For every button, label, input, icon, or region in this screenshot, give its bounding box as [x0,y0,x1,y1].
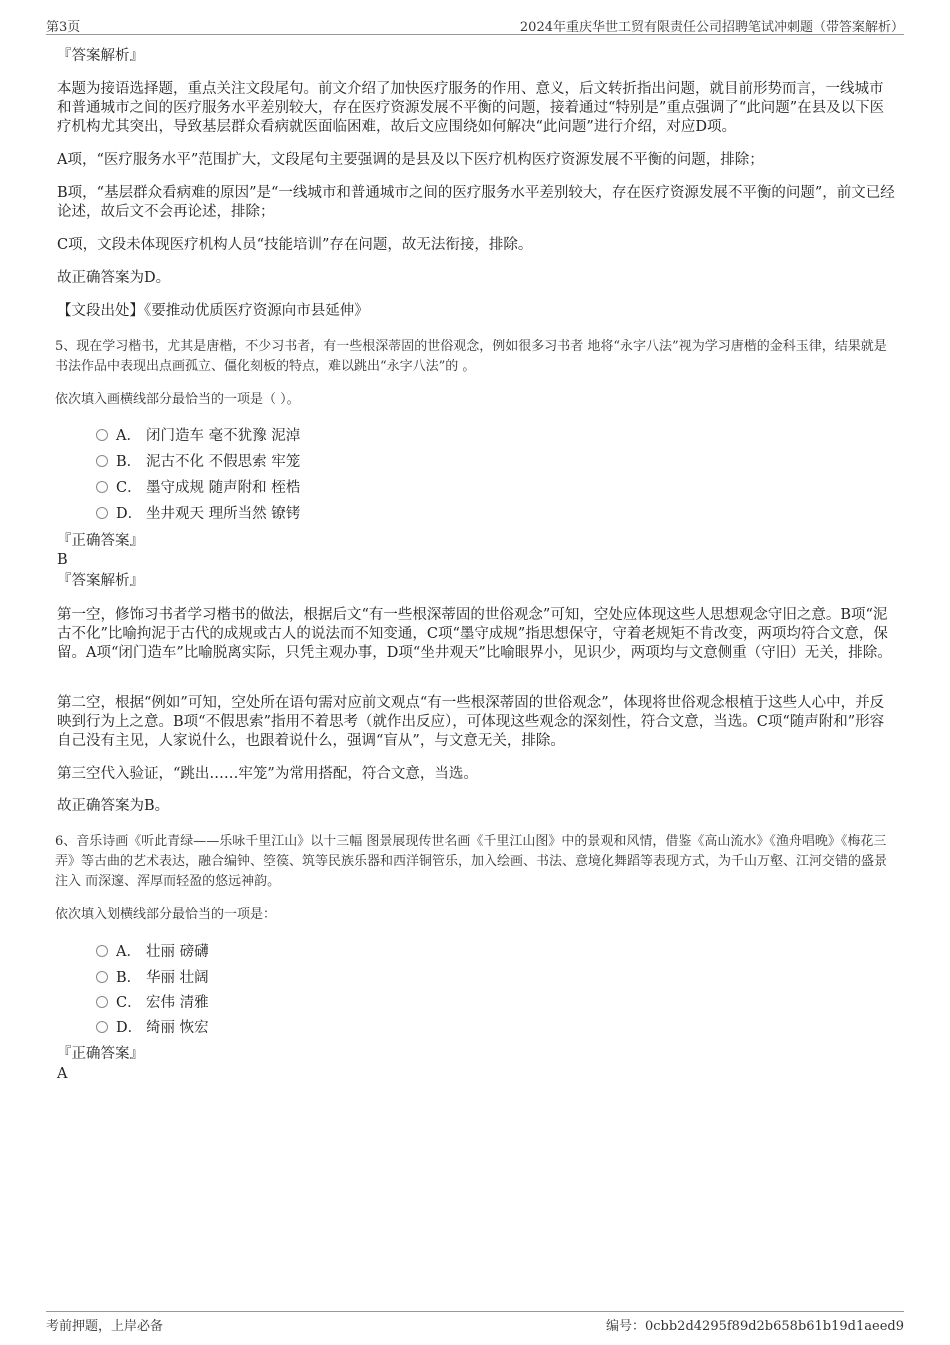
footer-slogan: 考前押题，上岸必备 [46,1319,164,1334]
radio-button[interactable] [96,1021,108,1033]
q5-option-b[interactable]: B． 泥古不化 不假思索 牢笼 [96,452,300,472]
analysis-paragraph: B项，“基层群众看病难的原因”是“一线城市和普通城市之间的医疗服务水平差别较大，存在医疗资源发展不平衡的问题”，前文已经论述，故后文不会再论述，排除； [57,185,895,220]
page-footer [46,1311,904,1334]
q5-option-a[interactable]: A． 闭门造车 毫不犹豫 泥淖 [96,426,300,446]
question-5-prompt: 依次填入画横线部分最恰当的一项是（ ）。 [55,392,300,407]
source-citation: 【文段出处】《要推动优质医疗资源向市县延伸》 [57,303,369,319]
analysis-label: 『答案解析』 [57,48,144,64]
analysis-conclusion: 故正确答案为B。 [57,798,170,814]
question-5-stem: 5、现在学习楷书，尤其是唐楷，不少习书者，有一些根深蒂固的世俗观念，例如很多习书者 地将“永字八法”视为学习唐楷的金科玉律，结果就是书法作品中表现出点画孤立、僵化刻板的特点，难以跳出“永字八法”的 。 [55,339,887,374]
q6-option-d[interactable]: D． 绮丽 恢宏 [96,1018,209,1038]
q6-option-c[interactable]: C． 宏伟 清雅 [96,993,209,1013]
question-6-stem: 6、音乐诗画《听此青绿——乐咏千里江山》以十三幅 图景展现传世名画《千里江山图》中的景观和风情，借鉴《高山流水》《渔舟唱晚》《梅花三弄》等古曲的艺术表达，融合编钟、箜篌、筑等民族乐器和西洋铜管乐，加入绘画、书法、意境化舞蹈等表现方式，为千山万壑、江河交错的盛景注入 而深邃、浑厚而轻盈的悠远神韵。 [55,834,888,889]
document-title: 2024年重庆华世工贸有限责任公司招聘笔试冲刺题（带答案解析） [519,20,904,35]
radio-button[interactable] [96,971,108,983]
radio-button[interactable] [96,996,108,1008]
correct-answer: A [57,1066,68,1082]
correct-answer-label: 『正确答案』 [57,1046,144,1062]
q6-option-b[interactable]: B． 华丽 壮阔 [96,968,209,988]
radio-button[interactable] [96,455,108,467]
question-6-prompt: 依次填入划横线部分最恰当的一项是： [55,907,277,922]
correct-answer-label: 『正确答案』 [57,533,144,549]
q5-option-d[interactable]: D． 坐井观天 理所当然 镣铐 [96,504,300,524]
page-number: 第3页 [46,20,81,35]
radio-button[interactable] [96,481,108,493]
analysis-paragraph: A项，“医疗服务水平”范围扩大，文段尾句主要强调的是县及以下医疗机构医疗资源发展不平衡的问题，排除； [57,152,764,168]
page-header [46,14,904,35]
correct-answer: B [57,552,68,568]
q6-option-a[interactable]: A． 壮丽 磅礴 [96,942,209,962]
radio-button[interactable] [96,507,108,519]
radio-button[interactable] [96,429,108,441]
document-id: 编号：0cbb2d4295f89d2b658b61b19d1aeed9 [605,1319,904,1334]
analysis-paragraph: 第二空，根据“例如”可知，空处所在语句需对应前文观点“有一些根深蒂固的世俗观念”，体现将世俗观念根植于这些人心中，并反映到行为上之意。B项“不假思索”指用不着思考（就作出反应），可体现这些观念的深刻性，符合文意，当选。C项“随声附和”形容自己没有主见，人家说什么，也跟着说什么，强调“盲从”，与文意无关，排除。 [57,695,885,749]
analysis-conclusion: 故正确答案为D。 [57,270,171,286]
analysis-paragraph: 第一空，修饰习书者学习楷书的做法，根据后文“有一些根深蒂固的世俗观念”可知，空处应体现这些人思想观念守旧之意。B项“泥古不化”比喻拘泥于古代的成规或古人的说法而不知变通，C项“墨守成规”指思想保守，守着老规矩不肯改变，两项均符合文意，保留。A项“闭门造车”比喻脱离实际，只凭主观办事，D项“坐井观天”比喻眼界小，见识少，两项均与文意侧重（守旧）无关，排除。 [57,607,892,661]
analysis-paragraph: 本题为接语选择题，重点关注文段尾句。前文介绍了加快医疗服务的作用、意义，后文转折指出问题，就目前形势而言，一线城市和普通城市之间的医疗服务水平差别较大，存在医疗资源发展不平衡的问题，接着通过“特别是”重点强调了“此问题”在县及以下医疗机构尤其突出，导致基层群众看病就医面临困难，故后文应围绕如何解决“此问题”进行介绍，对应D项。 [57,81,885,135]
radio-button[interactable] [96,945,108,957]
analysis-label: 『答案解析』 [57,573,144,589]
analysis-paragraph: 第三空代入验证，“跳出……牢笼”为常用搭配，符合文意，当选。 [57,766,478,782]
q5-option-c[interactable]: C． 墨守成规 随声附和 桎梏 [96,478,300,498]
analysis-paragraph: C项，文段未体现医疗机构人员“技能培训”存在问题，故无法衔接，排除。 [57,237,533,253]
